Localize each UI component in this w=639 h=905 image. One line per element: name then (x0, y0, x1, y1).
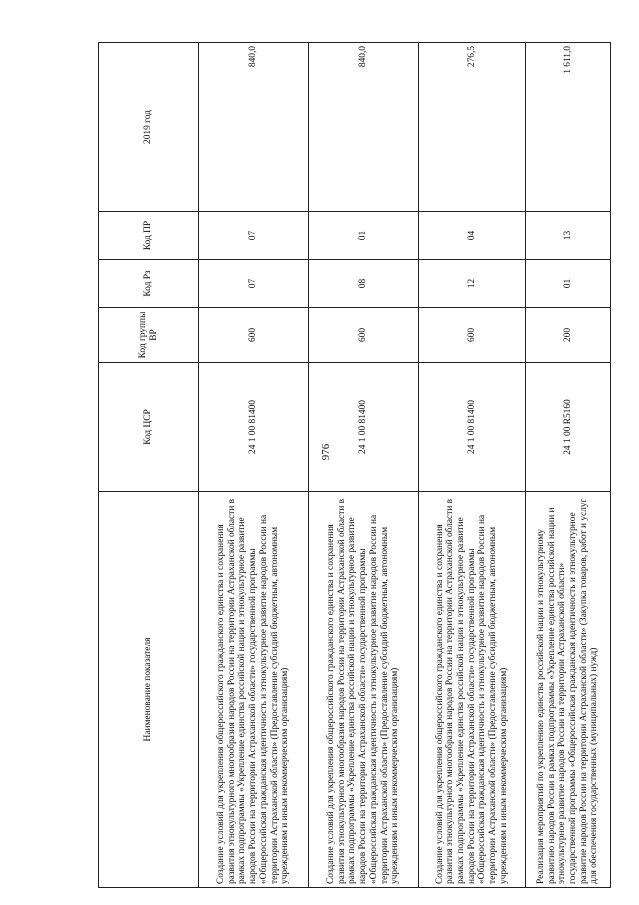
cell-csr: 24 1 00 R5160 (526, 363, 611, 492)
document-sheet (98, 43, 600, 888)
cell-name: Создание условий для укрепления общероссийского гражданского единства и сохранения развития этнокультурного многообразия народов России на территории Астраханской области в рамках подпрограммы «Укрепление единства российской нации и этнокультурное развитие народов России на территории Астраханской области» государственной программы «Общероссийская гражданская идентичность и этнокультурное развитие народов России на территории Астраханской области» (Предоставление субсидий бюджетным, автономным учреждениям и иным некоммерческим организациям) (309, 492, 419, 888)
cell-csr: 24 1 00 81400 (419, 363, 526, 492)
cell-name: Реализация мероприятий по укреплению единства российской нации и этнокультурному развитию народов России в рамках подпрограммы «Укрепление единства российской нации и этнокультурное развитие народов России на территории Астраханской области» государственной программы «Общероссийская гражданская идентичность и этнокультурное развитие народов России на территории Астраханской области» (Закупка товаров, работ и услуг для обеспечения государственных (муниципальных) нужд) (526, 492, 611, 888)
header-pr: Код ПР (99, 212, 199, 260)
cell-pr: 04 (419, 212, 526, 260)
header-name: Наименование показателя (99, 492, 199, 888)
cell-name: Создание условий для укрепления общероссийского гражданского единства и сохранения развития этнокультурного многообразия народов России на территории Астраханской области в рамках подпрограммы «Укрепление единства российской нации и этнокультурное развитие народов России на территории Астраханской области» государственной программы «Общероссийская гражданская идентичность и этнокультурное развитие народов России на территории Астраханской области» (Предоставление субсидий бюджетным, автономным учреждениям и иным некоммерческим организациям) (199, 492, 309, 888)
header-csr: Код ЦСР (99, 363, 199, 492)
cell-vr: 600 (199, 308, 309, 363)
header-vr: Код группы ВР (99, 308, 199, 363)
table-row (419, 43, 526, 888)
cell-name: Создание условий для укрепления общероссийского гражданского единства и сохранения развития этнокультурного многообразия народов России на территории Астраханской области в рамках подпрограммы «Укрепление единства российской нации и этнокультурное развитие народов России на территории Астраханской области» государственной программы «Общероссийская гражданская идентичность и этнокультурное развитие народов России на территории Астраханской области» (Предоставление субсидий бюджетным, автономным учреждениям и иным некоммерческим организациям) (419, 492, 526, 888)
cell-rz: 07 (199, 260, 309, 308)
cell-rz: 08 (309, 260, 419, 308)
cell-amount: 840,0 (309, 43, 419, 212)
table-row (309, 43, 419, 888)
cell-rz: 12 (419, 260, 526, 308)
cell-amount: 276,5 (419, 43, 526, 212)
table-row (526, 43, 611, 888)
header-rz: Код Рз (99, 260, 199, 308)
cell-amount: 1 611,0 (526, 43, 611, 212)
cell-vr: 600 (309, 308, 419, 363)
cell-vr: 200 (526, 308, 611, 363)
cell-csr: 24 1 00 81400 (199, 363, 309, 492)
page-number: 976 (320, 443, 332, 461)
cell-rz: 01 (526, 260, 611, 308)
cell-vr: 600 (419, 308, 526, 363)
cell-pr: 07 (199, 212, 309, 260)
cell-pr: 13 (526, 212, 611, 260)
header-year: 2019 год (99, 43, 199, 212)
cell-amount: 840,0 (199, 43, 309, 212)
cell-pr: 01 (309, 212, 419, 260)
table-header-row (99, 43, 199, 888)
table-row (199, 43, 309, 888)
cell-csr: 24 1 00 81400 (309, 363, 419, 492)
budget-table (98, 42, 611, 888)
